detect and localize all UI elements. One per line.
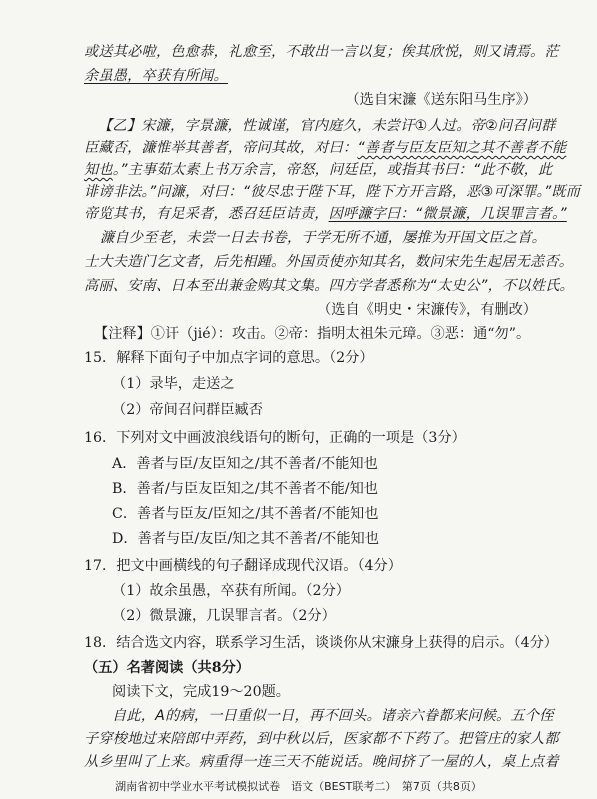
q16-option-b: B．善者/与臣友臣知之/其不善者不能/知也 — [112, 481, 378, 497]
excerpt-line-1: 自此，A的病，一日重似一日，再不回头。诸亲六眷都来问候。五个侄 — [112, 708, 554, 724]
q16-option-d: D．善者与臣/友臣/知之其不善者/不能知也 — [112, 531, 379, 547]
q17-item-1: （1）故余虽愚，卒获有所闻。（2分） — [112, 583, 350, 599]
q16-option-a: A．善者与臣/友臣知之/其不善者/不能知也 — [112, 456, 378, 472]
passage-b-line-1: 【乙】宋濂，字景濂，性诚谨，官内庭久，未尝讦①人过。帝②问召问群 — [98, 118, 556, 134]
section-5-intro: 阅读下文，完成19～20题。 — [112, 684, 290, 700]
q15-item-2: （2）帝间召问群臣臧否 — [112, 402, 263, 418]
excerpt-line-2: 子穿梭地过来陪郎中弄药，到中秋以后，医家都不下药了。把管庄的家人都 — [84, 731, 559, 747]
q15-stem: 15．解释下面句子中加点字词的意思。（2分） — [84, 350, 374, 366]
q18-stem: 18．结合选文内容，联系学习生活，谈谈你从宋濂身上获得的启示。（4分） — [84, 635, 558, 651]
passage-b-line-4: 诽谤非法。”问濂，对曰：“彼尽忠于陛下耳，陛下方开言路，恶③可深罪。”既而 — [84, 184, 581, 200]
passage-b-line-7: 士大夫造门乞文者，后先相踵。外国贡使亦知其名，数问宋先生起居无恙否。 — [84, 254, 574, 270]
passage-b-line-3-text: 。”主事茹太素上书万余言，帝怒，问廷臣，或指其书曰：“此不敬，此 — [112, 162, 553, 178]
wavy-sentence-part-2: 知也 — [84, 162, 113, 178]
passage-b-line-5 — [84, 204, 567, 224]
q17-stem: 17．把文中画横线的句子翻译成现代汉语。（4分） — [84, 558, 402, 574]
passage-b-line-8: 高丽、安南、日本至出兼金购其文集。四方学者悉称为“太史公”，不以姓氏。 — [84, 278, 574, 294]
passage-b-line-3 — [84, 160, 552, 180]
q15-item-1: （1）录毕，走送之 — [112, 376, 235, 392]
passage-b-source: （选自《明史・宋濂传》，有删改） — [317, 302, 537, 318]
underlined-sentence: 因呼濂字曰：“微景濂，几误罪言者。” — [328, 206, 567, 222]
q16-option-c: C．善者与臣友/臣知之/其不善者/不能知也 — [112, 506, 379, 522]
passage-a-line-1: 或送其必啦，色愈恭，礼愈至，不敢出一言以复；俟其欣悦，则又请焉。茫 — [84, 44, 559, 60]
section-5-title: （五）名著阅读（共8分） — [84, 660, 250, 676]
notes: 【注释】①讦（jié）：攻击。②帝：指明太祖朱元璋。③恶：通“勿”。 — [94, 326, 531, 342]
page-footer: 湖南省初中学业水平考试模拟试卷 语文（BEST联考二） 第7页（共8页） — [115, 780, 482, 793]
passage-b-line-6: 濂自少至老，未尝一日去书卷，于学无所不通，屡推为开国文臣之首。 — [100, 230, 547, 246]
passage-b-line-2-text: 臣藏否，濂惟举其善者，帝问其故，对曰： — [84, 140, 358, 156]
q17-item-2: （2）微景濂，几误罪言者。（2分） — [112, 608, 336, 624]
passage-b-line-5-text: 帝览其书，有足采者，悉召廷臣诘责， — [84, 206, 329, 222]
q16-stem: 16．下列对文中画波浪线语句的断句，正确的一项是（3分） — [84, 430, 466, 446]
passage-b-line-2 — [84, 138, 566, 158]
passage-a-source: （选自宋濂《送东阳马生序》） — [345, 92, 537, 108]
excerpt-line-3: 从乡里叫了上来。病重得一连三天不能说话。晚间挤了一屋的人，桌上点着 — [84, 754, 559, 770]
passage-a-line-2: 余虽愚，卒获有所闻。 — [84, 68, 228, 84]
wavy-sentence-part-1: “善者与臣友臣知之其不善者不能 — [357, 140, 567, 156]
